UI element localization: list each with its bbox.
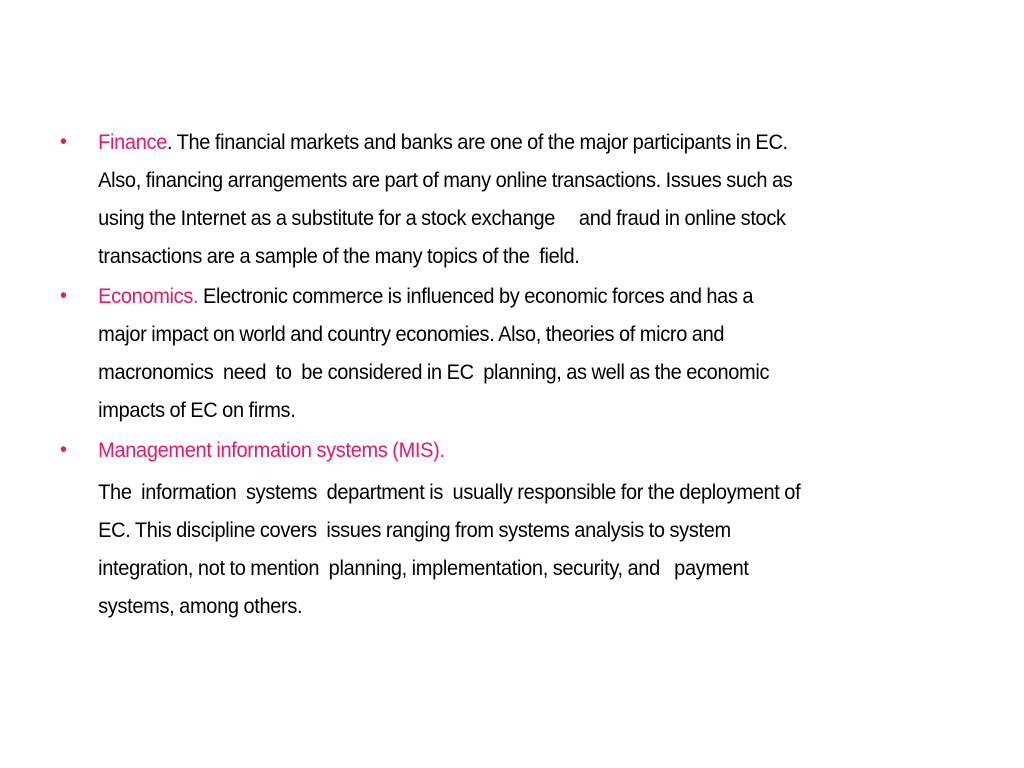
bullet-line: using the Internet as a substitute for a stock exchange and fraud in online stock: [98, 206, 786, 230]
bullet-item-economics: [60, 277, 1008, 429]
bullet-line: Also, financing arrangements are part of many online transactions. Issues such as: [98, 168, 793, 192]
paragraph-line: The information systems department is usually responsible for the deployment of: [98, 480, 801, 504]
bullet-icon: •: [60, 130, 67, 153]
bullet-lead: Economics.: [98, 284, 199, 308]
bullet-line: [98, 431, 1008, 469]
bullet-line: impacts of EC on firms.: [98, 398, 296, 422]
bullet-text: Electronic commerce is influenced by economic forces and has a: [198, 284, 754, 308]
bullet-line: transactions are a sample of the many topics of the field.: [98, 244, 580, 268]
mis-paragraph: [60, 473, 1008, 625]
bullet-line: major impact on world and country economies. Also, theories of micro and: [98, 322, 725, 346]
bullet-line: macronomics need to be considered in EC planning, as well as the economic: [98, 360, 770, 384]
bullet-line: [98, 277, 1008, 315]
paragraph-line: systems, among others.: [98, 594, 303, 618]
bullet-line: [98, 123, 1008, 161]
bullet-lead: Finance: [98, 130, 167, 154]
bullet-item-finance: [60, 123, 1008, 275]
bullet-icon: •: [60, 438, 67, 461]
bullet-text: . The financial markets and banks are one of the major participants in EC.: [166, 130, 788, 154]
bullet-icon: •: [60, 284, 67, 307]
bullet-item-mis: [60, 431, 1008, 469]
slide-content: [60, 123, 970, 625]
paragraph-line: EC. This discipline covers issues ranging from systems analysis to system: [98, 518, 731, 542]
bullet-lead: Management information systems (MIS).: [98, 438, 445, 462]
paragraph-line: integration, not to mention planning, implementation, security, and payment: [98, 556, 749, 580]
